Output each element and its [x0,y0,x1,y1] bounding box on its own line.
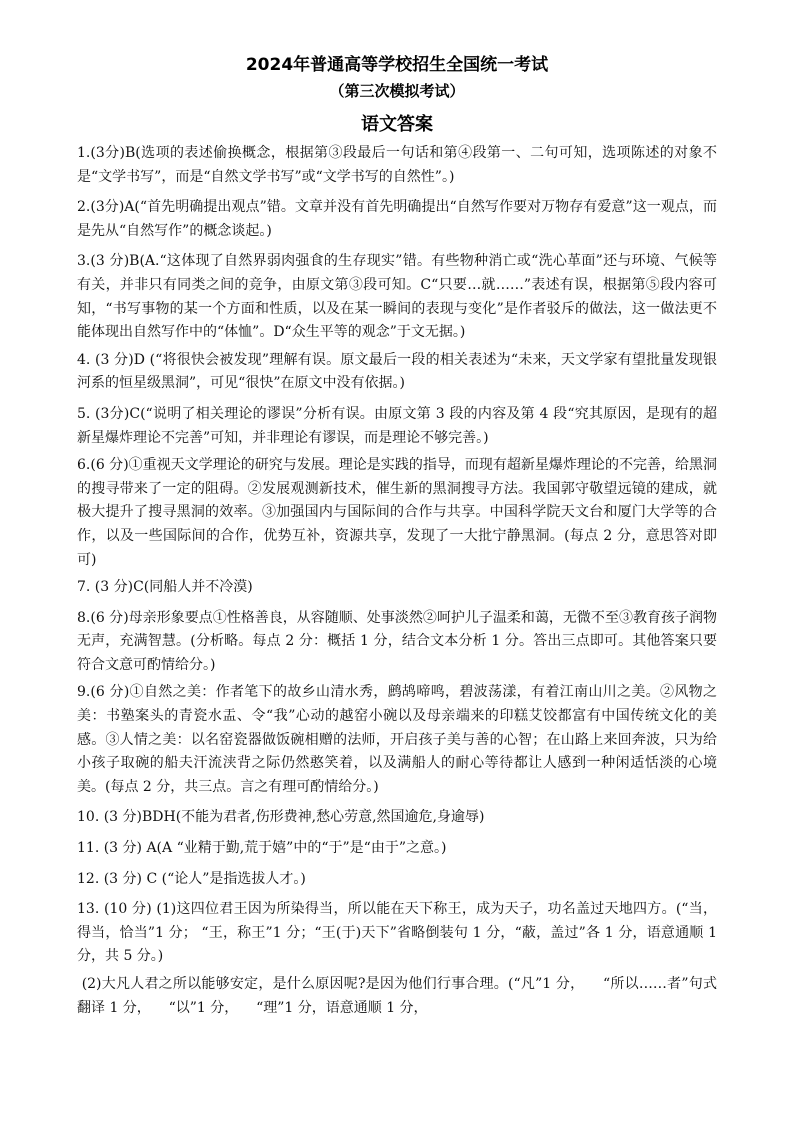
answer-list [77,142,722,1020]
answer-2: 2.(3分)A(“首先明确提出观点”错。文章并没有首先明确提出“自然写作要对万物存有爱意”这一观点，而是先从“自然写作”的概念谈起。) [77,199,717,239]
answer-10: 10. (3 分)BDH(不能为君者,伤形费神,愁心劳意,然国逾危,身逾辱) [77,809,485,826]
answer-12: 12. (3 分) C (“论人”是指选拔人才。) [77,870,306,887]
answer-7: 7. (3 分)C(同船人并不冷漠) [77,579,253,596]
answer-1: 1.(3分)B(选项的表述偷换概念，根据第③段最后一句话和第④段第一、二句可知，选项陈述的对象不是“文学书写”，而是“自然文学书写”或“文学书写的自然性”。) [77,145,717,185]
answer-5: 5. (3分)C(“说明了相关理论的谬误”分析有误。由原文第 3 段的内容及第 4 段“究其原因，是现有的超新星爆炸理论不完善”可知，并非理论有谬误，而是理论不够完善。) [77,405,717,446]
answer-11: 11. (3 分) A(A “业精于勤,荒于嬉”中的“于”是“由于”之意。) [77,840,447,857]
answer-13-part1: 13. (10 分) (1)这四位君王因为所染得当，所以能在天下称王，成为天子，功名盖过天地四方。(“当，得当，恰当”1 分； “王，称王”1 分；“王(于)天下”省略倒装句 1 分，“蔽，盖过”各 1 分，语意通顺 1 分，共 5 分。) [77,901,722,965]
answer-13-part2: (2)大凡人君之所以能够安定，是什么原因呢?是因为他们行事合理。(“凡”1 分， “所以……者”句式翻译 1 分， “以”1 分， “理”1 分，语意通顺 1 分， [77,976,717,1016]
answer-9: 9.(6 分)①自然之美：作者笔下的故乡山清水秀，鹧鸪啼鸣，碧波荡漾，有着江南山川之美。②风物之美：书塾案头的青瓷水盂、令“我”心动的越窑小碗以及母亲端来的印糕艾饺都富有中国传统文化的美感。③人情之美：以名窑瓷器做饭碗相赠的法师，开启孩子美与善的心智；在山路上来回奔波，只为给小孩子取碗的船夫汗流浃背之际仍然憨笑着，以及满船人的耐心等待都让人感到一种闲适恬淡的心境美。(每点 2 分，共三点。言之有理可酌情给分。) [77,684,717,795]
exam-subtitle: （第三次模拟考试） [329,82,465,100]
answer-6: 6.(6 分)①重视天文学理论的研究与发展。理论是实践的指导，而现有超新星爆炸理论的不完善，给黑洞的搜寻带来了一定的阻碍。②发展观测新技术，催生新的黑洞搜寻方法。我国郭守敬望远镜的建成，就极大提升了搜寻黑洞的效率。③加强国内与国际间的合作与共享。中国科学院天文台和厦门大学等的合作，以及一些国际间的合作，优势互补，资源共享，发现了一大批宁静黑洞。(每点 2 分，意思答对即可) [77,457,717,568]
answer-3: 3.(3 分)B(A.“这体现了自然界弱肉强食的生存现实”错。有些物种消亡或“洗心革面”还与环境、气候等有关，并非只有同类之间的竞争，由原文第③段可知。C“只要…就……”表述有误，根据第⑤段内容可知，“书写事物的某一个方面和性质，以及在某一瞬间的表现与变化”是作者驳斥的做法，这一做法更不能体现出自然写作中的“体恤”。D“众生平等的观念”于文无据。) [77,253,717,341]
answer-4: 4. (3 分)D (“将很快会被发现”理解有误。原文最后一段的相关表述为“未来，天文学家有望批量发现银河系的恒星级黑洞”，可见“很快”在原文中没有依据。) [77,351,717,392]
exam-title: 2024年普通高等学校招生全国统一考试 [245,55,549,75]
document-title: 语文答案 [361,114,433,135]
answer-8: 8.(6 分)母亲形象要点①性格善良，从容随顺、处事淡然②呵护儿子温柔和蔼，无微不至③教育孩子润物无声，充满智慧。(分析略。每点 2 分：概括 1 分，结合文本分析 1 分。答出三点即可。其他答案只要符合文意可酌情给分。) [77,609,717,673]
